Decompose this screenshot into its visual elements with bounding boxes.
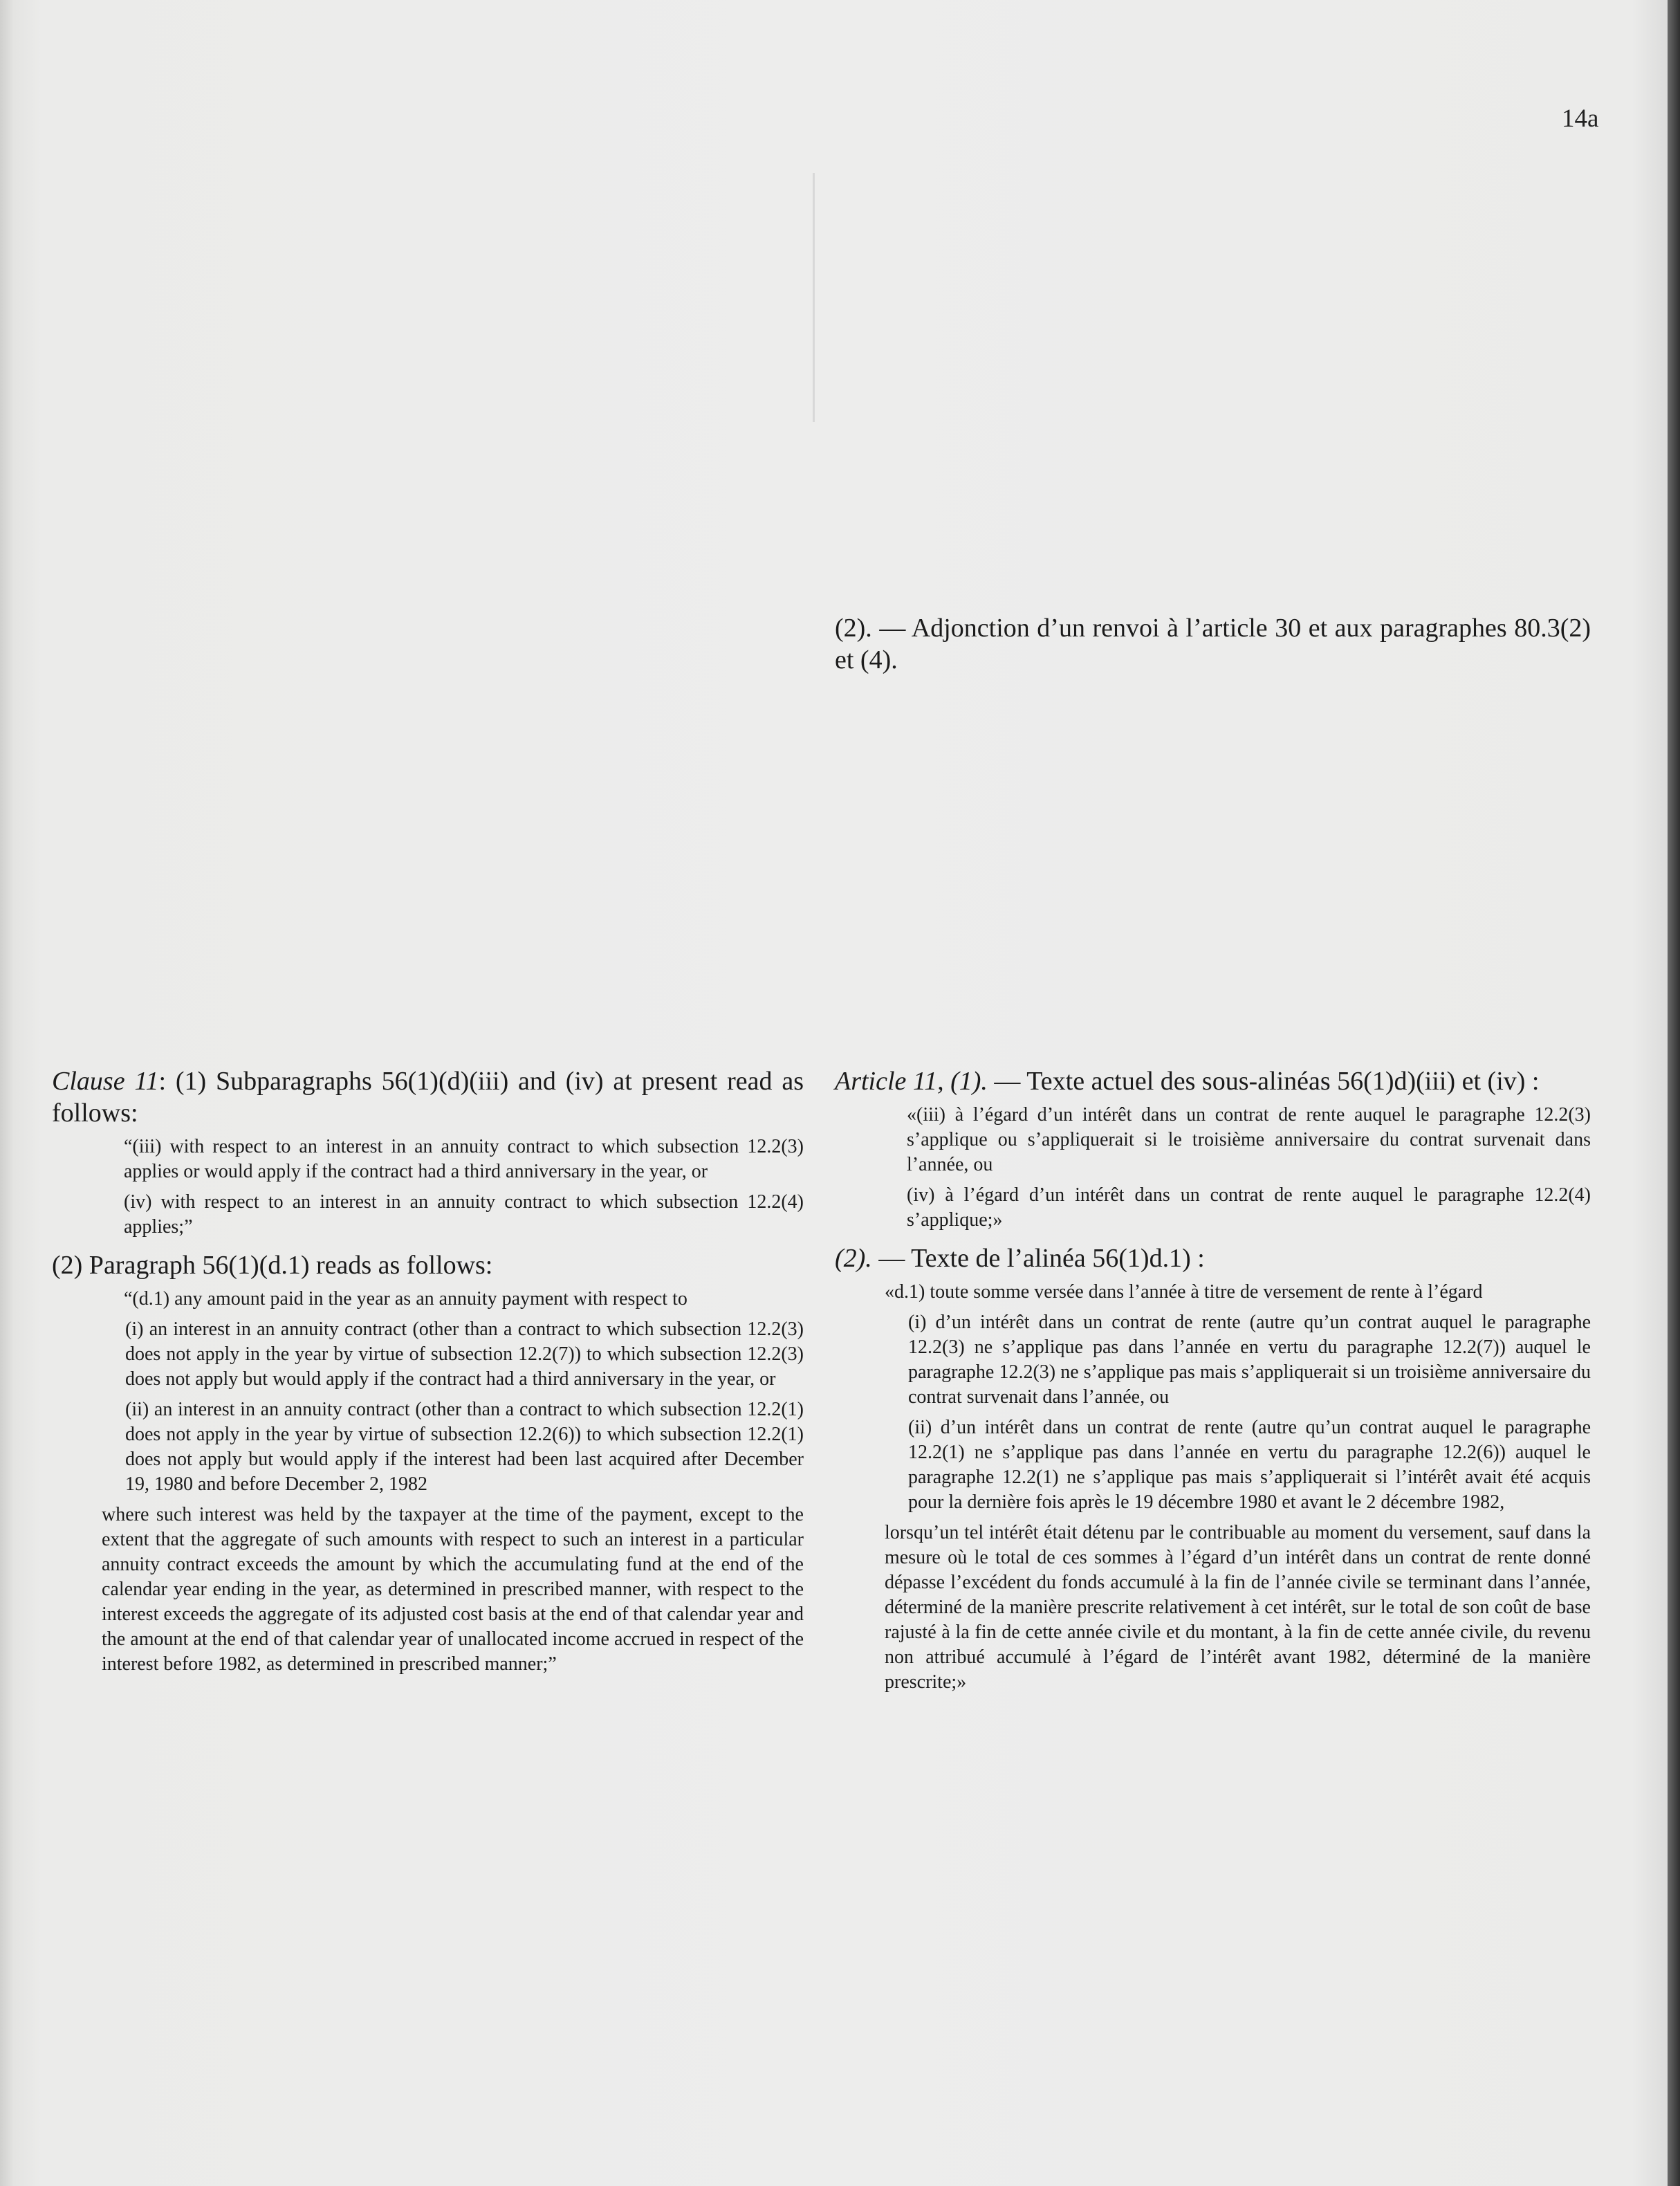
- citation-division-ii: (ii) d’un intérêt dans un contrat de rente (autre qu’un contrat auquel le paragraphe 12.2(1) ne s’applique pas dans l’année en vertu du paragraphe 12.2(6)) auquel le paragraphe 12.2(1) ne s’applique pas mais s’appliquerait si l’intérêt avait été acquis pour la dernière fois après le 19 décembre 1980 et avant le 2 décembre 1982,: [908, 1417, 1591, 1513]
- article-heading-text: — Texte actuel des sous-alinéas 56(1)d)(iii) et (iv) :: [987, 1067, 1540, 1096]
- clause-label: Clause 11: [52, 1067, 159, 1096]
- citation-division-i: (i) d’un intérêt dans un contrat de rente (autre qu’un contrat auquel le paragraphe 12.2(3) ne s’applique pas dans l’année en vertu du paragraphe 12.2(7)) auquel le paragraphe 12.2(3) ne s’applique pas mais s’appliquerait si un troisième anniversaire du contrat survenait dans l’année, ou: [908, 1312, 1591, 1408]
- quote-clause-ii: (ii) an interest in an annuity contract (other than a contract to which subsection 12.2(1) does not apply in the year by virtue of subsection 12.2(6)) to which subsection 12.2(1) does not apply but would apply if the interest had been last acquired after December 19, 1980 and before December 2, 1982: [125, 1399, 804, 1495]
- english-explanatory-note: [52, 1065, 804, 1677]
- alinea-d1-label: (2).: [835, 1244, 872, 1273]
- amendment-note: [835, 612, 1591, 676]
- quote-subparagraph-iii: “(iii) with respect to an interest in an annuity contract to which subsection 12.2(3) applies or would apply if the contract had a third anniversary in the year, or: [124, 1136, 804, 1182]
- alinea-d1-heading-text: — Texte de l’alinéa 56(1)d.1) :: [871, 1244, 1205, 1273]
- paragraph-d1-heading: (2) Paragraph 56(1)(d.1) reads as follows:: [52, 1251, 493, 1280]
- quote-paragraph-d1: “(d.1) any amount paid in the year as an annuity payment with respect to: [124, 1288, 687, 1310]
- quote-wrap-up: where such interest was held by the taxpayer at the time of the payment, except to the extent that the aggregate of such amounts with respect to such an interest in a particular annuity contract exceeds the amount by which the accumulating fund at the end of the calendar year ending in the year, as determined in prescribed manner, with respect to the interest exceeds the aggregate of its adjusted cost basis at the end of that calendar year and the amount at the end of that calendar year of unallocated income accrued in respect of the interest before 1982, as determined in prescribed manner;”: [102, 1504, 804, 1675]
- citation-conclusion: lorsqu’un tel intérêt était détenu par le contribuable au moment du versement, sauf dans la mesure où le total de ces sommes à l’égard d’un intérêt dans un contrat de rente donné dépasse l’excédent du fonds accumulé à la fin de l’année civile se terminant dans l’année, déterminé de la manière prescrite relativement à cet intérêt, sur le total de son coût de base rajusté à la fin de cette année civile et du montant, à la fin de cette année civile, du revenu non attribué accumulé à l’égard de l’intérêt avant 1982, déterminé de la manière prescrite;»: [885, 1522, 1591, 1693]
- citation-sous-alinea-iv: (iv) à l’égard d’un intérêt dans un contrat de rente auquel le paragraphe 12.2(4) s’applique;»: [907, 1184, 1591, 1231]
- citation-alinea-d1: «d.1) toute somme versée dans l’année à titre de versement de rente à l’égard: [885, 1281, 1483, 1303]
- page-binding-edge: [1668, 0, 1680, 2186]
- quote-clause-i: (i) an interest in an annuity contract (other than a contract to which subsection 12.2(3) does not apply in the year by virtue of subsection 12.2(7)) to which subsection 12.2(3) does not apply but would apply if the contract had a third anniversary in the year, or: [125, 1319, 804, 1390]
- french-explanatory-note: [835, 1065, 1591, 1695]
- quote-subparagraph-iv: (iv) with respect to an interest in an annuity contract to which subsection 12.2(4) applies;”: [124, 1191, 804, 1238]
- citation-sous-alinea-iii: «(iii) à l’égard d’un intérêt dans un contrat de rente auquel le paragraphe 12.2(3) s’applique ou s’appliquerait si le troisième anniversaire du contrat survenait dans l’année, ou: [907, 1104, 1591, 1175]
- alinea-d1-heading: [835, 1242, 1591, 1274]
- amendment-note-body: (2). — Adjonction d’un renvoi à l’article 30 et aux paragraphes 80.3(2) et (4).: [835, 614, 1591, 674]
- page-number: 14a: [1562, 104, 1599, 133]
- article-heading: [835, 1065, 1591, 1097]
- clause-heading-text: : (1) Subparagraphs 56(1)(d)(iii) and (iv) at present read as follows:: [52, 1067, 804, 1128]
- bleed-through-rule: [813, 173, 815, 422]
- article-label: Article 11, (1).: [835, 1067, 988, 1096]
- amendment-note-text: [835, 612, 1591, 676]
- clause-heading: [52, 1065, 804, 1129]
